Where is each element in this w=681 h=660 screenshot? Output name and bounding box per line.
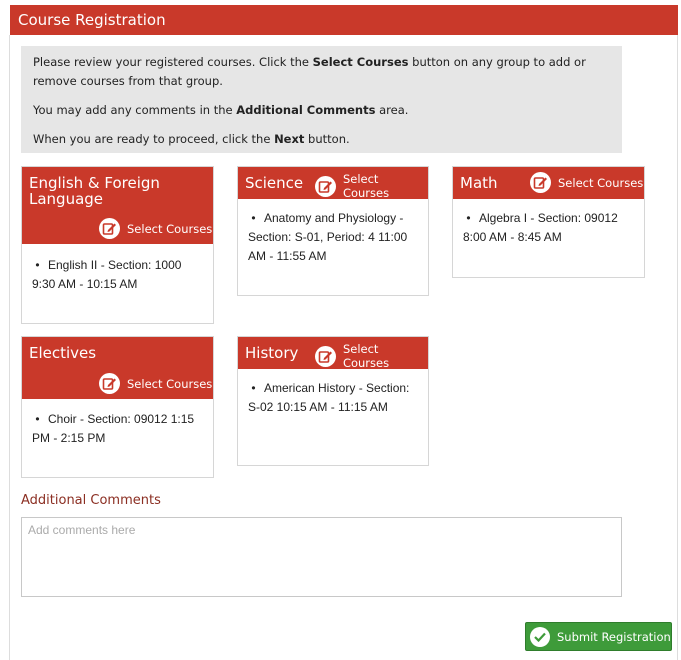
page-title: Course Registration bbox=[18, 11, 166, 29]
select-courses-label: Select Courses bbox=[342, 172, 390, 200]
instructions-panel bbox=[21, 46, 622, 153]
group-header bbox=[453, 167, 644, 199]
course-list bbox=[238, 209, 428, 266]
select-courses-button[interactable] bbox=[530, 172, 643, 193]
course-list bbox=[22, 410, 213, 448]
select-courses-button[interactable] bbox=[315, 342, 428, 370]
group-card-math bbox=[452, 166, 645, 278]
group-title: Science bbox=[245, 174, 304, 192]
instruction-line-3: When you are ready to proceed, click the Next button. bbox=[33, 132, 350, 146]
edit-icon bbox=[530, 172, 551, 193]
course-list bbox=[238, 379, 428, 417]
course-list bbox=[22, 256, 213, 294]
select-courses-label: Select Courses bbox=[127, 221, 213, 236]
list-item: • Algebra I - Section: 09012 8:00 AM - 8:45 AM bbox=[463, 211, 618, 244]
instruction-line-1: Please review your registered courses. Click the Select Courses button on any group to add or remove courses from that group. bbox=[33, 55, 586, 88]
group-card-history bbox=[237, 336, 429, 466]
list-item: • Choir - Section: 09012 1:15 PM - 2:15 PM bbox=[32, 412, 195, 445]
group-card-english bbox=[21, 166, 214, 324]
select-courses-button[interactable] bbox=[315, 172, 428, 200]
select-courses-label: Select Courses bbox=[127, 376, 213, 391]
select-courses-label: Select Courses bbox=[342, 342, 390, 370]
group-header bbox=[22, 167, 213, 244]
comments-textarea[interactable] bbox=[21, 517, 622, 597]
select-courses-label: Select Courses bbox=[558, 175, 644, 190]
select-courses-button[interactable] bbox=[99, 373, 212, 394]
group-title: History bbox=[245, 344, 299, 362]
course-list bbox=[453, 209, 644, 247]
checkmark-icon bbox=[530, 627, 550, 647]
additional-comments-label: Additional Comments bbox=[21, 493, 161, 508]
group-card-science bbox=[237, 166, 429, 296]
submit-label: Submit Registration bbox=[557, 629, 671, 644]
edit-icon bbox=[99, 218, 120, 239]
select-courses-button[interactable] bbox=[99, 218, 212, 239]
list-item: • English II - Section: 1000 9:30 AM - 10:15 AM bbox=[32, 258, 182, 291]
edit-icon bbox=[315, 346, 336, 367]
group-title: Electives bbox=[29, 344, 97, 362]
group-header bbox=[238, 167, 428, 199]
list-item: • American History - Section: S-02 10:15 AM - 11:15 AM bbox=[248, 381, 410, 414]
submit-registration-button[interactable] bbox=[525, 622, 672, 651]
group-title: Math bbox=[460, 174, 498, 192]
group-header bbox=[238, 337, 428, 369]
edit-icon bbox=[315, 176, 336, 197]
instruction-line-2: You may add any comments in the Additional Comments area. bbox=[33, 103, 409, 117]
group-title: English & Foreign Language bbox=[29, 174, 160, 208]
list-item: • Anatomy and Physiology - Section: S-01, Period: 4 11:00 AM - 11:55 AM bbox=[248, 211, 408, 263]
group-card-electives bbox=[21, 336, 214, 478]
page-header bbox=[10, 5, 678, 35]
group-header bbox=[22, 337, 213, 399]
edit-icon bbox=[99, 373, 120, 394]
